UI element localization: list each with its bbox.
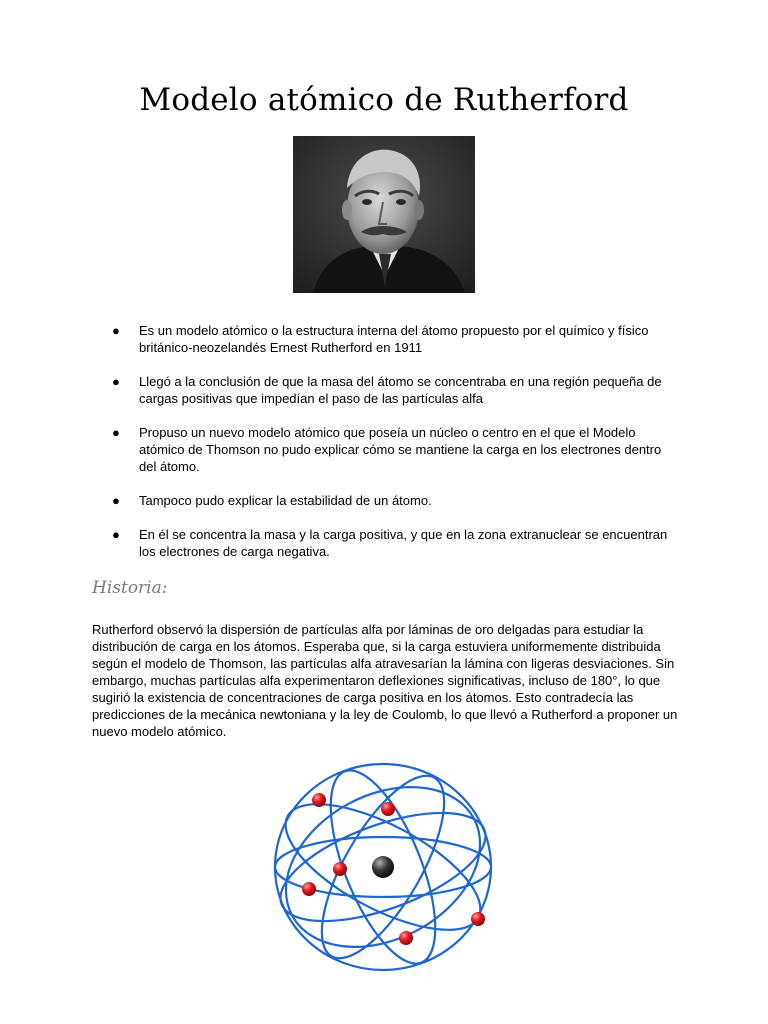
atom-illustration (270, 760, 496, 974)
list-item (112, 492, 672, 526)
atom-diagram (270, 760, 496, 974)
bullet-text: Llegó a la conclusión de que la masa del átomo se concentraba en una región pequeña de cargas positivas que impedían el paso de las partículas alfa (139, 374, 662, 406)
nucleus (372, 856, 394, 878)
list-item (112, 424, 672, 492)
history-paragraph: Rutherford observó la dispersión de partículas alfa por láminas de oro delgadas para estudiar la distribución de carga en los átomos. Esperaba que, si la carga estuviera uniformemente distribuida según el modelo de Thomson, las partículas alfa atravesarían la lámina con ligeras desviaciones. Sin embargo, muchas partículas alfa experimentaron deflexiones significativas, incluso de 180°, lo que sugirió la existencia de concentraciones de carga positiva en los átomos. Esto contradecía las predicciones de la mecánica newtoniana y la ley de Coulomb, lo que llevó a Rutherford a proponer un nuevo modelo atómico. (92, 622, 678, 739)
list-item (112, 373, 672, 424)
electron (333, 862, 347, 876)
portrait-illustration (293, 136, 475, 293)
bullet-text: Es un modelo atómico o la estructura interna del átomo propuesto por el químico y físico británico-neozelandés Ernest Rutherford en 1911 (139, 323, 649, 355)
list-item (112, 526, 672, 560)
page-title: Modelo atómico de Rutherford (139, 82, 629, 118)
bullet-list (112, 322, 672, 560)
rutherford-portrait-image (293, 136, 475, 293)
electron (471, 912, 485, 926)
bullet-marker: ● (112, 323, 120, 338)
bullet-marker: ● (112, 374, 120, 389)
electron (381, 802, 395, 816)
section-heading-historia: Historia: (92, 578, 168, 598)
electron (312, 793, 326, 807)
bullet-marker: ● (112, 493, 120, 508)
bullet-marker: ● (112, 527, 120, 542)
bullet-text: Propuso un nuevo modelo atómico que poseía un núcleo o centro en el que el Modelo atómico de Thomson no pudo explicar cómo se mantiene la carga en los electrones dentro del átomo. (139, 425, 662, 474)
electron (302, 882, 316, 896)
bullet-marker: ● (112, 425, 120, 440)
list-item (112, 322, 672, 373)
bullet-text: En él se concentra la masa y la carga positiva, y que en la zona extranuclear se encuentran los electrones de carga negativa. (139, 527, 668, 559)
bullet-text: Tampoco pudo explicar la estabilidad de un átomo. (139, 493, 432, 508)
electron (399, 931, 413, 945)
